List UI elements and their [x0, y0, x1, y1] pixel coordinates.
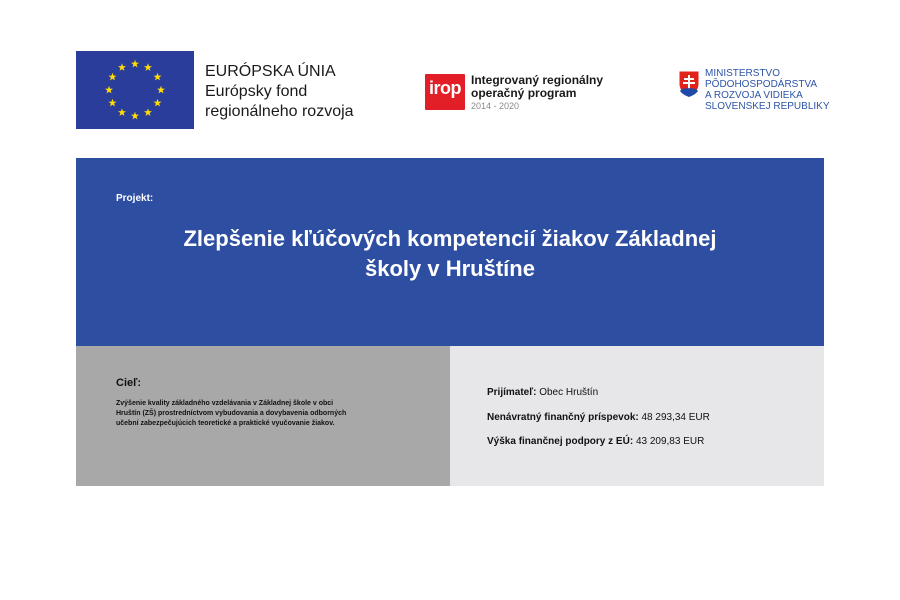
- eu-star-icon: [108, 99, 116, 107]
- ministry-text: [705, 68, 830, 112]
- eu-support-row: [487, 436, 704, 447]
- irop-logo: [425, 74, 465, 110]
- goal-line-1: Zvýšenie kvality základného vzdelávania v Základnej škole v obci: [116, 400, 334, 407]
- ministry-line-4: SLOVENSKEJ REPUBLIKY: [705, 101, 830, 112]
- recipient-value: Obec Hruštín: [539, 387, 599, 398]
- goal-panel: [76, 346, 450, 486]
- slovak-crest-icon: [678, 70, 700, 98]
- project-title-line-1: Zlepšenie kľúčových kompetencií žiakov Základnej: [183, 226, 717, 251]
- ministry-line-1: MINISTERSTVO: [705, 68, 781, 79]
- recipient-label: Prijímateľ:: [487, 387, 537, 398]
- eu-support-value: 43 209,83 EUR: [635, 436, 705, 447]
- irop-logo-text: irop: [429, 78, 461, 98]
- project-title-line-2: školy v Hruštíne: [365, 256, 535, 281]
- eu-star-icon: [131, 112, 139, 120]
- info-panel: [450, 346, 824, 486]
- irop-years: 2014 - 2020: [471, 101, 520, 111]
- goal-label: Cieľ:: [116, 377, 142, 389]
- goal-description: [116, 399, 406, 429]
- eu-star-icon: [154, 99, 162, 107]
- eu-support-label: Výška finančnej podpory z EÚ:: [487, 436, 634, 447]
- goal-line-2: Hruštín (ZŠ) prostredníctvom vybudovania a dovybavenia odborných: [116, 410, 347, 417]
- project-panel: [76, 158, 824, 346]
- eu-fund-text: [205, 62, 354, 122]
- eu-star-icon: [144, 63, 152, 71]
- eu-star-icon: [118, 63, 126, 71]
- grant-label: Nenávratný finančný príspevok:: [487, 412, 639, 423]
- eu-star-icon: [157, 86, 165, 94]
- eu-flag-logo: [76, 51, 194, 129]
- ministry-line-3: A ROZVOJA VIDIEKA: [705, 90, 803, 101]
- goal-line-3: učební zabezpečujúcich teoretické a praktické vyučovanie žiakov.: [116, 420, 335, 427]
- eu-star-icon: [108, 73, 116, 81]
- eu-fund-name: Európsky fond: [205, 83, 308, 100]
- ministry-line-2: PÔDOHOSPODÁRSTVA: [705, 79, 818, 90]
- eu-title: EURÓPSKA ÚNIA: [205, 63, 336, 80]
- project-title: [76, 224, 824, 284]
- eu-star-icon: [131, 60, 139, 68]
- grant-row: [487, 412, 710, 423]
- irop-program-text: [471, 74, 603, 113]
- eu-star-icon: [118, 108, 126, 116]
- project-label: Projekt:: [116, 193, 154, 204]
- grant-value: 48 293,34 EUR: [641, 412, 710, 423]
- eu-star-icon: [105, 86, 113, 94]
- eu-stars-icon: [76, 51, 194, 129]
- irop-line-2: operačný program: [471, 86, 577, 100]
- eu-star-icon: [144, 108, 152, 116]
- irop-line-1: Integrovaný regionálny: [471, 73, 604, 87]
- eu-star-icon: [154, 73, 162, 81]
- eu-fund-name-2: regionálneho rozvoja: [205, 103, 354, 120]
- recipient-row: [487, 387, 598, 398]
